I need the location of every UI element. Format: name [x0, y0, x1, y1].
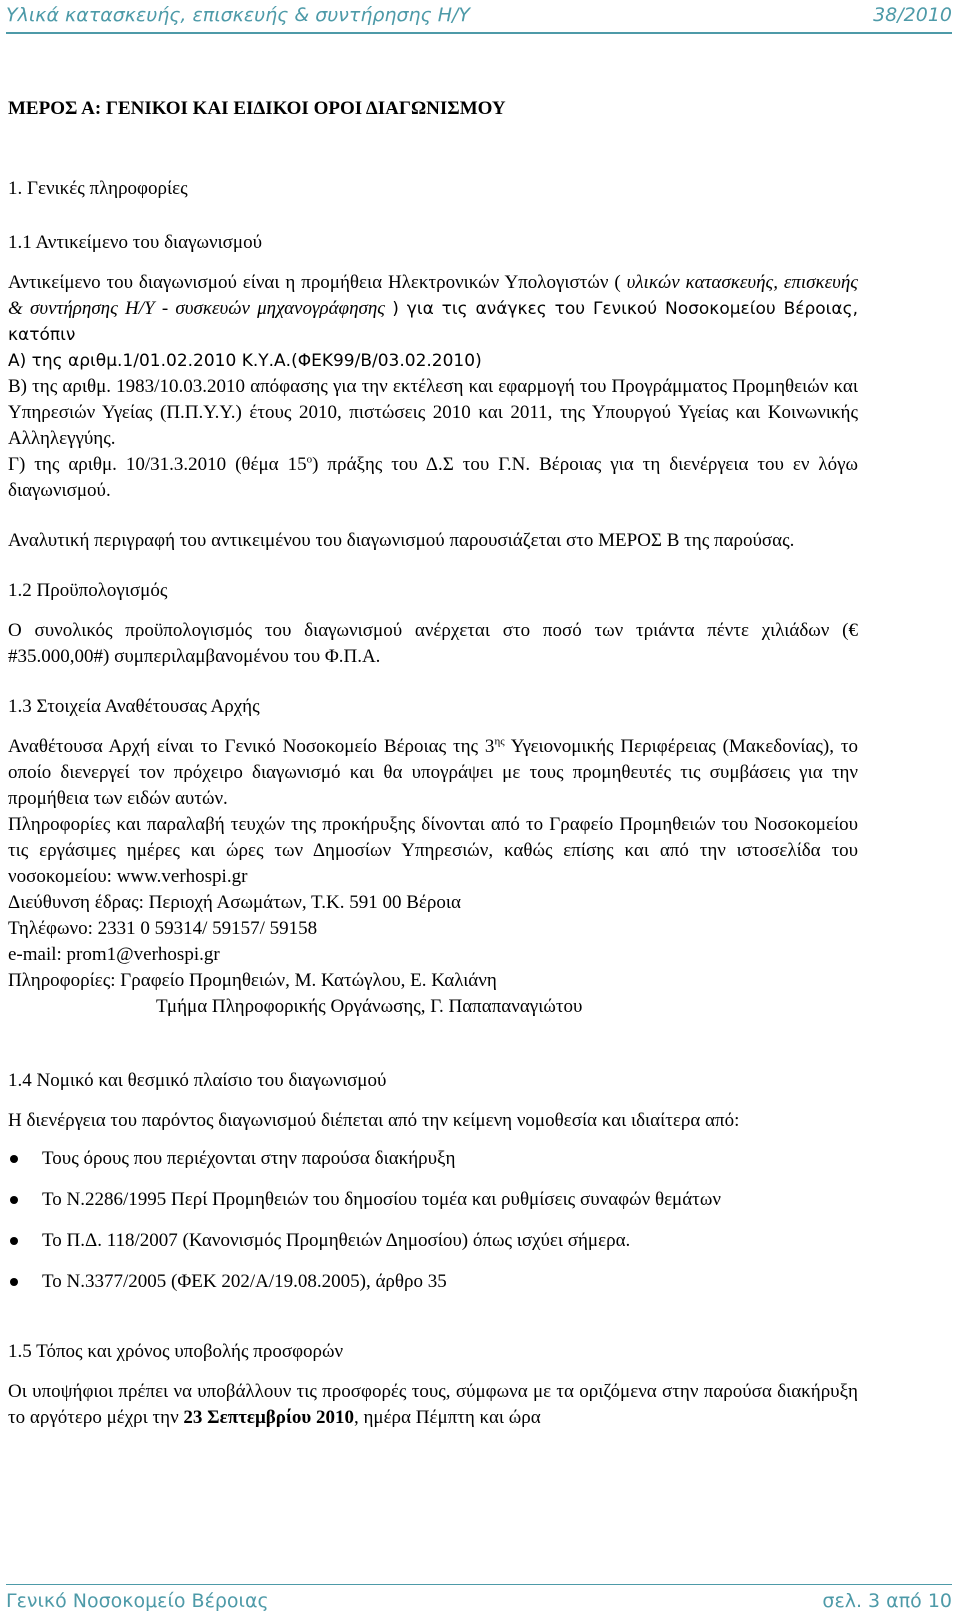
header-rule	[6, 32, 952, 34]
section-1-1-note: Αναλυτική περιγραφή του αντικειμένου του διαγωνισμού παρουσιάζεται στο ΜΕΡΟΣ Β της παρούσας.	[8, 530, 795, 551]
bullet-icon	[10, 1196, 18, 1204]
list-item: Το Ν.3377/2005 (ΦΕΚ 202/Α/19.08.2005), άρθρο 35	[8, 1269, 858, 1295]
contacts-line-1: Πληροφορίες: Γραφείο Προμηθειών, Μ. Κατώγλου, Ε. Καλιάνη	[8, 970, 497, 991]
section-1-1-item-c: Γ) της αριθμ. 10/31.3.2010 (θέμα $15^o$) πράξης του Δ.Σ του Γ.Ν. Βέροιας για τη διενέργεια του εν λόγω διαγωνισμού.	[8, 453, 858, 501]
bullet-icon	[10, 1278, 18, 1286]
footer-organization: Γενικό Νοσοκομείο Βέροιας	[6, 1590, 269, 1612]
document-body	[8, 80, 858, 1431]
footer-rule	[6, 1584, 952, 1585]
section-1-3-paragraph: Αναθέτουσα Αρχή είναι το Γενικό Νοσοκομείο Βέροιας της $3^{\eta\varsigma}$ Υγειονομικής Περιφέρειας (Μακεδονίας), το οποίο διενεργεί τον πρόχειρο διαγωνισμό και θα υπογράψει με τους προμηθευτές τις συμβάσεις για την προμήθεια των ειδών αυτών.	[8, 735, 858, 809]
bullet-icon	[10, 1155, 18, 1163]
section-1-2-paragraph: Ο συνολικός προϋπολογισμός του διαγωνισμού ανέρχεται στο ποσό των τριάντα πέντε χιλιάδων (€ #35.000,00#) συμπεριλαμβανομένου του Φ.Π.Α.	[8, 620, 858, 667]
header-title: Υλικά κατασκευής, επισκευής & συντήρησης Η/Υ	[6, 4, 471, 26]
section-1-4-paragraph: Η διενέργεια του παρόντος διαγωνισμού διέπεται από την κείμενη νομοθεσία και ιδιαίτερα από:	[8, 1110, 740, 1131]
address-line: Διεύθυνση έδρας: Περιοχή Ασωμάτων, Τ.Κ. 591 00 Βέροια	[8, 892, 461, 913]
legal-framework-list	[8, 1146, 858, 1295]
section-1-4-title: 1.4 Νομικό και θεσμικό πλαίσιο του διαγωνισμού	[8, 1070, 387, 1091]
section-1-5-paragraph: Οι υποψήφιοι πρέπει να υποβάλλουν τις προσφορές τους, σύμφωνα με τα οριζόμενα στην παρούσα διακήρυξη το αργότερο μέχρι την 23 Σεπτεμβρίου 2010, ημέρα Πέμπτη και ώρα	[8, 1381, 858, 1428]
header-reference: 38/2010	[873, 4, 952, 26]
list-item: Το Π.Δ. 118/2007 (Κανονισμός Προμηθειών Δημοσίου) όπως ισχύει σήμερα.	[8, 1228, 858, 1254]
section-1-1-title: 1.1 Αντικείμενο του διαγωνισμού	[8, 232, 263, 253]
contacts-line-2: Τμήμα Πληροφορικής Οργάνωσης, Γ. Παπαπαναγιώτου	[156, 996, 583, 1017]
section-1-1-item-a: Α) της αριθμ.1/01.02.2010 Κ.Υ.Α.(ΦΕΚ99/Β/03.02.2010)	[8, 351, 482, 371]
section-1-1-item-b: Β) της αριθμ. 1983/10.03.2010 απόφασης για την εκτέλεση και εφαρμογή του Προγράμματος Προμηθειών και Υπηρεσιών Υγείας (Π.Π.Υ.Υ.) έτους 2010, πιστώσεις 2010 και 2011, της Υπουργού Υγείας και Κοινωνικής Αλληλεγγύης.	[8, 376, 858, 449]
section-1-1-paragraph: Αντικείμενο του διαγωνισμού είναι η προμήθεια Ηλεκτρονικών Υπολογιστών ( υλικών κατασκευής, επισκευής & συντήρησης Η/Υ - συσκευών μηχανογράφησης ) για τις ανάγκες του Γενικού Νοσοκομείου Βέροιας, κατόπιν	[8, 272, 859, 345]
section-1-3-title: 1.3 Στοιχεία Αναθέτουσας Αρχής	[8, 696, 260, 717]
section-1-3-info-paragraph: Πληροφορίες και παραλαβή τευχών της προκήρυξης δίνονται από το Γραφείο Προμηθειών του Νοσοκομείου τις εργάσιμες ημέρες και ώρες των Δημοσίων Υπηρεσιών, καθώς επίσης και από την ιστοσελίδα του νοσοκομείου: www.verhospi.gr	[8, 814, 858, 887]
section-1-2-title: 1.2 Προϋπολογισμός	[8, 580, 168, 601]
part-title: ΜΕΡΟΣ Α: ΓΕΝΙΚΟΙ ΚΑΙ ΕΙΔΙΚΟΙ ΟΡΟΙ ΔΙΑΓΩΝΙΣΜΟΥ	[8, 98, 506, 119]
email-line: e-mail: prom1@verhospi.gr	[8, 944, 220, 965]
list-item: Το Ν.2286/1995 Περί Προμηθειών του δημοσίου τομέα και ρυθμίσεις συναφών θεμάτων	[8, 1187, 858, 1213]
footer-page-number: σελ. 3 από 10	[822, 1590, 952, 1612]
page-header	[6, 0, 952, 36]
page-footer	[6, 1584, 952, 1615]
section-1-title: 1. Γενικές πληροφορίες	[8, 178, 188, 199]
bullet-icon	[10, 1237, 18, 1245]
section-1-5-title: 1.5 Τόπος και χρόνος υποβολής προσφορών	[8, 1341, 344, 1362]
list-item: Τους όρους που περιέχονται στην παρούσα διακήρυξη	[8, 1146, 858, 1172]
phone-line: Τηλέφωνο: 2331 0 59314/ 59157/ 59158	[8, 918, 318, 939]
